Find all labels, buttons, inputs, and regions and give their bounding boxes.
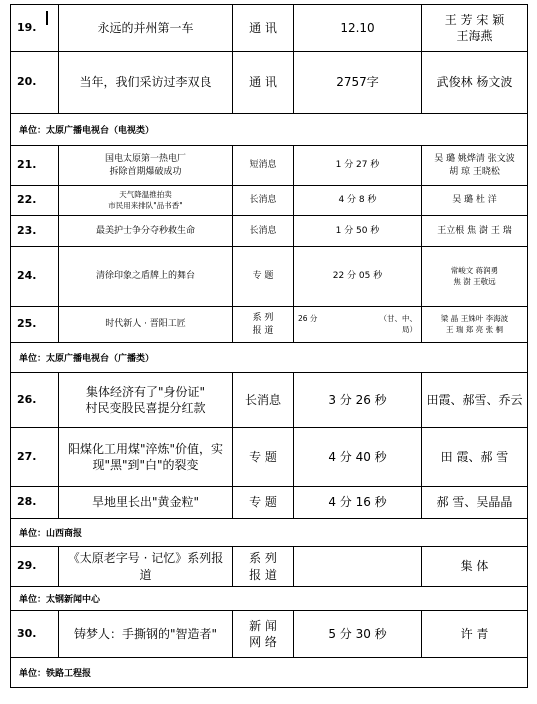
cell-text: 当年，我们采访过李双良: [79, 75, 212, 90]
cell-text: 系 列 报 道: [249, 551, 277, 582]
section-row: [10, 114, 528, 146]
cell-text: 天气降温推拍卖 市民用来排队"品书香": [108, 190, 183, 210]
cell-text: 梁 晶 王姝叶 李海波 王 瑞 郑 亮 张 桐: [440, 314, 509, 334]
cell-text: 时代新人 · 晋阳工匠: [105, 319, 186, 330]
cell-text: 通 讯: [249, 75, 277, 90]
table-row: [10, 611, 528, 658]
row-number: 26.: [11, 373, 59, 427]
cell-text: 田霞、郝雪、乔云: [426, 392, 523, 407]
row-number: 27.: [11, 428, 59, 486]
section-row: [10, 519, 528, 547]
entry-type: [233, 547, 294, 586]
table-row: [10, 487, 528, 519]
row-number: 20.: [11, 52, 59, 113]
cell-text: 短消息: [249, 160, 277, 171]
entry-title: [59, 428, 233, 486]
entry-title: [59, 186, 233, 215]
entry-authors: [422, 186, 527, 215]
cell-text: 郝 雪、吴晶晶: [436, 495, 513, 510]
section-label: 单位：太钢新闻中心: [19, 595, 101, 605]
row-number: 29.: [11, 547, 59, 586]
entry-length: [294, 186, 422, 215]
table-row: [10, 186, 528, 216]
cell-text: 集体经济有了"身份证" 村民变股民喜提分红款: [85, 384, 206, 415]
entry-length: [294, 487, 422, 518]
cell-text: 武俊林 杨文波: [436, 75, 513, 90]
entry-type: [233, 52, 294, 113]
entry-title: [59, 146, 233, 185]
cell-text: 常峻文 蒋润勇 焦 澍 王敬远: [450, 266, 499, 286]
table-row: [10, 52, 528, 114]
table-row: [10, 216, 528, 247]
section-row: [10, 343, 528, 373]
entry-length: [294, 146, 422, 185]
length-value: 1 分 50 秒: [335, 225, 380, 236]
table-row: [10, 4, 528, 52]
section-label: 单位：山西商报: [19, 529, 83, 539]
entry-title: [59, 307, 233, 342]
entry-type: [233, 373, 294, 427]
entry-length: [294, 52, 422, 113]
cell-text: 集 体: [460, 559, 489, 574]
section-row: [10, 587, 528, 611]
entry-length: [294, 247, 422, 306]
table-row: [10, 146, 528, 186]
length-value: 3 分 26 秒: [328, 392, 387, 407]
cell-text: 吴 璐 杜 洋: [452, 195, 497, 206]
entry-authors: [422, 247, 527, 306]
entry-title: [59, 373, 233, 427]
section-label: 单位：铁路工程报: [19, 669, 92, 679]
entry-length: [294, 307, 422, 342]
cell-text: 最美护士争分夺秒救生命: [95, 225, 195, 236]
row-number: 30.: [11, 611, 59, 657]
row-number: 24.: [11, 247, 59, 306]
entry-length: [294, 428, 422, 486]
cell-text: 阳煤化工用煤"淬炼"价值，实 现"黑"到"白"的裂变: [67, 441, 224, 472]
entry-type: [233, 5, 294, 51]
entry-title: [59, 52, 233, 113]
cell-text: 长消息: [244, 392, 281, 407]
entry-type: [233, 611, 294, 657]
cell-text: 《太原老字号 · 记忆》系列报道: [67, 551, 224, 582]
entry-length: [294, 5, 422, 51]
entry-title: [59, 611, 233, 657]
length-value: 2757字: [336, 75, 379, 90]
entry-length: [294, 547, 422, 586]
entry-authors: [422, 487, 527, 518]
entry-title: [59, 5, 233, 51]
entry-type: [233, 216, 294, 246]
cell-text: 吴 璐 姚烨清 张文波 胡 琼 王晓松: [434, 154, 515, 177]
cell-text: 铸梦人：手撕钢的"智造者": [73, 626, 218, 641]
table-row: [10, 307, 528, 343]
row-number: 22.: [11, 186, 59, 215]
entry-type: [233, 487, 294, 518]
length-note: （甘、中、 局）: [379, 314, 417, 334]
section-label: 单位：太原广播电视台（电视类）: [19, 126, 155, 136]
entry-authors: [422, 611, 527, 657]
entry-authors: [422, 373, 527, 427]
cell-text: 专 题: [249, 495, 277, 510]
cell-text: 国电太原第一热电厂 拆除首期爆破成功: [104, 154, 186, 177]
entry-authors: [422, 216, 527, 246]
entry-authors: [422, 547, 527, 586]
length-value: 4 分 16 秒: [328, 495, 387, 510]
cursor-marker: [46, 11, 48, 25]
entry-type: [233, 307, 294, 342]
cell-text: 田 霞、郝 雪: [440, 449, 509, 464]
cell-text: 旱地里长出"黄金粒": [91, 495, 200, 510]
entry-title: [59, 547, 233, 586]
entry-type: [233, 247, 294, 306]
length-value: 12.10: [340, 20, 375, 35]
length-value: 4 分 40 秒: [328, 449, 387, 464]
row-number: 25.: [11, 307, 59, 342]
cell-text: 长消息: [249, 225, 277, 236]
entry-type: [233, 146, 294, 185]
cell-text: 长消息: [249, 195, 277, 206]
entry-title: [59, 247, 233, 306]
cell-text: 王立根 焦 澍 王 瑞: [437, 225, 512, 236]
table-row: [10, 373, 528, 428]
table-row: [10, 547, 528, 587]
entry-length: [294, 216, 422, 246]
table-row: [10, 247, 528, 307]
row-number: 28.: [11, 487, 59, 518]
entry-authors: [422, 307, 527, 342]
cell-text: 清徐印象之盾牌上的舞台: [95, 271, 195, 282]
length-value: 1 分 27 秒: [335, 160, 380, 171]
cell-text: 专 题: [252, 271, 274, 282]
section-label: 单位：太原广播电视台（广播类）: [19, 354, 155, 364]
cell-text: 许 青: [460, 626, 489, 641]
entry-length: [294, 611, 422, 657]
cell-text: 专 题: [249, 449, 277, 464]
entry-length: [294, 373, 422, 427]
length-split: [294, 314, 421, 334]
cell-text: 通 讯: [249, 20, 277, 35]
row-number: 21.: [11, 146, 59, 185]
entry-authors: [422, 52, 527, 113]
entry-title: [59, 487, 233, 518]
cell-text: 系 列 报 道: [252, 313, 274, 336]
cell-text: 永远的并州第一车: [97, 20, 194, 35]
length-main: 26 分: [298, 314, 318, 324]
entry-authors: [422, 146, 527, 185]
row-number: 23.: [11, 216, 59, 246]
entry-authors: [422, 5, 527, 51]
row-number: 19.: [11, 5, 59, 51]
entry-type: [233, 428, 294, 486]
length-value: 22 分 05 秒: [332, 271, 383, 282]
cell-text: 王 芳 宋 颖 王海燕: [444, 12, 505, 43]
cell-text: 新 闻 网 络: [249, 618, 277, 649]
entry-authors: [422, 428, 527, 486]
table-row: [10, 428, 528, 487]
length-value: 4 分 8 秒: [338, 195, 377, 206]
award-table: [10, 4, 528, 688]
entry-title: [59, 216, 233, 246]
section-row: [10, 658, 528, 688]
entry-type: [233, 186, 294, 215]
length-value: 5 分 30 秒: [328, 626, 387, 641]
